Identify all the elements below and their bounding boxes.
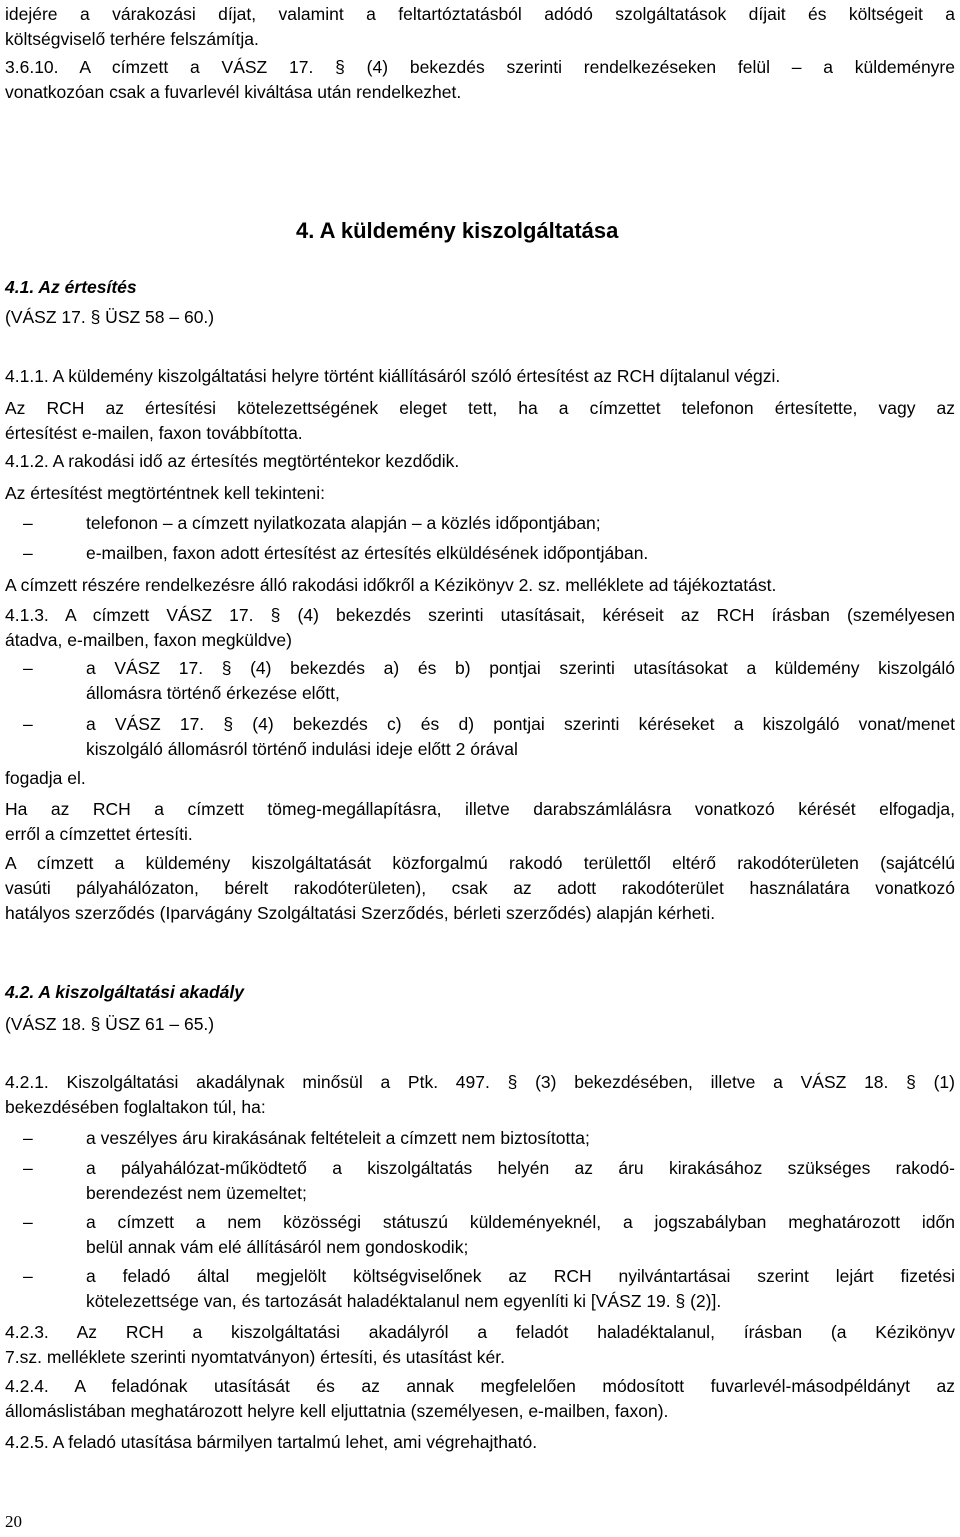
page-number: 20	[5, 1512, 22, 1531]
dash-bullet: –	[23, 1212, 33, 1232]
text-line: idejére a várakozási díjat, valamint a feltartóztatásból adódó szolgáltatások díjait és költségeit a	[5, 4, 955, 24]
paragraph-4-1-2-c: A címzett részére rendelkezésre álló rakodási időkről a Kézikönyv 2. sz. melléklete ad tájékoztatást.	[5, 575, 777, 595]
text-line: 4.2.1. Kiszolgáltatási akadálynak minősül a Ptk. 497. § (3) bekezdésében, illetve a VÁSZ 18. § (1)	[5, 1072, 955, 1092]
text-line: a feladó által megjelölt költségviselőnek az RCH nyilvántartásai szerint lejárt fizetési	[86, 1266, 955, 1286]
dash-bullet: –	[23, 1266, 33, 1286]
text-line: állomáslistában meghatározott helyre kell eljuttatnia (személyesen, e-mailben, faxon).	[5, 1400, 669, 1421]
dash-bullet: –	[23, 513, 33, 533]
text-line: kötelezettsége van, és tartozását haladéktalanul nem egyenlíti ki [VÁSZ 19. § (2)].	[86, 1290, 722, 1311]
paragraph-3-6-10	[5, 55, 955, 105]
text-line: Ha az RCH a címzett tömeg-megállapításra, illetve darabszámlálásra vonatkozó kérését elfogadja,	[5, 799, 955, 819]
text-line: kiszolgáló állomásról történő indulási ideje előtt 2 órával	[86, 738, 518, 759]
list-item-text: e-mailben, faxon adott értesítést az értesítés elküldésének időpontjában.	[86, 543, 649, 563]
text-line: a pályahálózat-működtető a kiszolgáltatás helyén az áru kirakásához szükséges rakodó-	[86, 1158, 955, 1178]
text-line: 4.1.3. A címzett VÁSZ 17. § (4) bekezdés szerinti utasításait, kéréseit az RCH írásban (személyesen	[5, 605, 955, 625]
text-line: 7.sz. melléklete szerinti nyomtatványon) értesíti, és utasítást kér.	[5, 1346, 505, 1367]
list-item	[5, 656, 955, 706]
section-title: 4.2. A kiszolgáltatási akadály	[5, 982, 244, 1002]
text-line: átadva, e-mailben, faxon megküldve)	[5, 629, 292, 650]
dash-bullet: –	[23, 658, 33, 678]
text-line: hatályos szerződés (Iparvágány Szolgáltatási Szerződés, bérleti szerződés) alapján kérheti.	[5, 902, 716, 923]
list-item	[5, 712, 955, 762]
list-item-text	[86, 1210, 955, 1260]
list-item	[5, 1210, 955, 1260]
continuation-paragraph	[5, 2, 955, 52]
list-item	[5, 511, 955, 536]
text-line: vonatkozóan csak a fuvarlevél kiváltása után rendelkezhet.	[5, 81, 462, 102]
text-line: belül annak vám elé állításáról nem gondoskodik;	[86, 1236, 469, 1257]
paragraph-4-2-1	[5, 1070, 955, 1120]
paragraph-4-1-1-b	[5, 396, 955, 446]
text-line: erről a címzettet értesíti.	[5, 823, 193, 844]
list-item-text	[86, 1264, 955, 1314]
list-item-text	[86, 1156, 955, 1206]
text-line: a VÁSZ 17. § (4) bekezdés c) és d) pontjai szerinti kéréseket a kiszolgáló vonat/menet	[86, 714, 955, 734]
dash-bullet: –	[23, 543, 33, 563]
list-item-text: telefonon – a címzett nyilatkozata alapján – a közlés időpontjában;	[86, 513, 601, 533]
text-line: 3.6.10. A címzett a VÁSZ 17. § (4) bekezdés szerinti rendelkezéseken felül – a küldeményre	[5, 57, 955, 77]
list-item	[5, 1126, 955, 1151]
text-line: bekezdésében foglaltakon túl, ha:	[5, 1096, 266, 1117]
text-line: berendezést nem üzemeltet;	[86, 1182, 307, 1203]
list-item-text	[86, 712, 955, 762]
text-line: vasúti pályahálózaton, bérelt rakodóterületen), csak az adott rakodóterület használatára vonatkozó	[5, 877, 955, 898]
paragraph-fogadja: fogadja el.	[5, 768, 86, 788]
text-line: állomásra történő érkezése előtt,	[86, 682, 340, 703]
dash-bullet: –	[23, 1158, 33, 1178]
section-title: 4.1. Az értesítés	[5, 277, 137, 297]
section-4-2-reference: (VÁSZ 18. § ÜSZ 61 – 65.)	[5, 1014, 215, 1034]
paragraph-4-1-2: 4.1.2. A rakodási idő az értesítés megtörténtekor kezdődik.	[5, 451, 460, 471]
text-line: 4.2.3. Az RCH a kiszolgáltatási akadályról a feladót haladéktalanul, írásban (a Kézikönyv	[5, 1322, 955, 1342]
dash-bullet: –	[23, 1128, 33, 1148]
list-item	[5, 1156, 955, 1206]
text-line: A címzett a küldemény kiszolgáltatását közforgalmú rakodó területtől eltérő rakodóterületen (sajátcélú	[5, 853, 955, 873]
section-4-1-reference: (VÁSZ 17. § ÜSZ 58 – 60.)	[5, 307, 215, 327]
chapter-title: 4. A küldemény kiszolgáltatása	[296, 218, 619, 243]
paragraph-4-1-2-b: Az értesítést megtörténtnek kell tekinteni:	[5, 483, 326, 503]
text-line: Az RCH az értesítési kötelezettségének eleget tett, ha a címzettet telefonon értesítette, vagy az	[5, 398, 955, 418]
list-item	[5, 1264, 955, 1314]
list-item-text: a veszélyes áru kirakásának feltételeit a címzett nem biztosította;	[86, 1128, 590, 1148]
list-item-text	[86, 656, 955, 706]
text-line: költségviselő terhére felszámítja.	[5, 28, 259, 49]
paragraph-4-1-1: 4.1.1. A küldemény kiszolgáltatási helyre történt kiállításáról szóló értesítést az RCH díjtalanul végzi.	[5, 366, 781, 386]
paragraph-4-1-3	[5, 603, 955, 653]
paragraph-4-1-3-c	[5, 851, 955, 925]
section-4-2-heading	[5, 980, 955, 1005]
dash-bullet: –	[23, 714, 33, 734]
paragraph-4-2-3	[5, 1320, 955, 1370]
paragraph-4-2-4	[5, 1374, 955, 1424]
list-item	[5, 541, 955, 566]
section-4-1-heading	[5, 275, 955, 300]
text-line: a VÁSZ 17. § (4) bekezdés a) és b) pontjai szerinti utasításokat a küldemény kiszolgáló	[86, 658, 955, 678]
text-line: a címzett a nem közösségi státuszú küldeményeknél, a jogszabályban meghatározott időn	[86, 1212, 955, 1232]
paragraph-4-2-5: 4.2.5. A feladó utasítása bármilyen tartalmú lehet, ami végrehajtható.	[5, 1432, 538, 1452]
paragraph-4-1-3-b	[5, 797, 955, 847]
text-line: értesítést e-mailen, faxon továbbította.	[5, 422, 303, 443]
text-line: 4.2.4. A feladónak utasítását és az annak megfelelően módosított fuvarlevél-másodpéldányt az	[5, 1376, 955, 1396]
